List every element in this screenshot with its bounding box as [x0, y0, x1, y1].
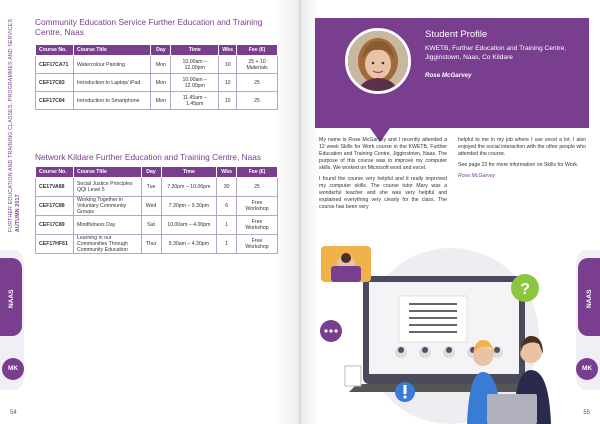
- course-no: CEF17HF61: [36, 235, 74, 254]
- section1-heading: Community Education Service Further Education and Training Centre, Naas: [35, 17, 263, 37]
- location-tab-label: NAAS: [8, 289, 15, 308]
- col-header: Day: [151, 45, 171, 56]
- course-weeks: 1: [217, 216, 237, 235]
- course-title: Watercolour Painting: [73, 56, 150, 74]
- profile-title: Student Profile: [425, 29, 488, 40]
- col-header: Wks: [219, 45, 237, 56]
- col-header: Fee (€): [237, 45, 278, 56]
- profile-name: Rose McGarvey: [425, 72, 472, 79]
- course-fee: 25 + 10 Materials: [237, 56, 278, 74]
- course-weeks: 10: [219, 74, 237, 92]
- course-title: Social Justice Principles QQI Level 5: [73, 178, 141, 197]
- course-time: 7.30pm – 10.00pm: [161, 178, 217, 197]
- course-day: Wed: [141, 197, 161, 216]
- side-title-line1: FURTHER EDUCATION AND TRAINING CLASSES, PROGRAMMES AND SERVICES: [8, 18, 14, 232]
- video-call-illustration: [301, 236, 600, 424]
- course-title: Introduction to Laptop/ iPad: [73, 74, 150, 92]
- signature: Rose McGarvey: [458, 173, 496, 179]
- right-page: [301, 0, 600, 424]
- testimonial-paragraph: See page 22 for more information on Skills for Work.: [458, 162, 579, 168]
- col-header: Course Title: [73, 45, 150, 56]
- location-tab[interactable]: [0, 258, 22, 336]
- portrait-photo: [348, 31, 408, 91]
- col-header: Fee (€): [237, 167, 278, 178]
- section2-heading: Network Kildare Further Education and Training Centre, Naas: [35, 152, 261, 162]
- course-table-2: [35, 166, 278, 254]
- course-fee: Free Workshop: [237, 235, 278, 254]
- course-day: Tue: [141, 178, 161, 197]
- mk-badge: MK: [2, 358, 24, 380]
- course-time: 7.30pm – 9.30pm: [161, 197, 217, 216]
- location-tab[interactable]: [578, 258, 600, 336]
- course-fee: 25: [237, 178, 278, 197]
- course-day: Mon: [151, 74, 171, 92]
- col-header: Course No.: [36, 45, 74, 56]
- table-row: [36, 197, 278, 216]
- page-number-left: 54: [10, 410, 17, 416]
- table-row: [36, 178, 278, 197]
- left-page: [0, 0, 299, 424]
- mk-badge: MK: [576, 358, 598, 380]
- table-row: [36, 235, 278, 254]
- student-profile-banner: [315, 18, 589, 128]
- table-row: [36, 216, 278, 235]
- course-table-1: [35, 44, 278, 110]
- course-weeks: 10: [219, 56, 237, 74]
- course-no: CEF17C88: [36, 197, 74, 216]
- course-fee: Free Workshop: [237, 197, 278, 216]
- course-no: CEF17C89: [36, 216, 74, 235]
- course-no: CEF17C84: [36, 92, 74, 110]
- course-fee: 25: [237, 74, 278, 92]
- course-time: 9.30am – 4.30pm: [161, 235, 217, 254]
- course-no: CE17VA88: [36, 178, 74, 197]
- testimonial-paragraph: I found the course very helpful and it really improved my computer skills. The course tutor Mary was a wonderful teacher and she was very helpful and explained everything very clearly for the class. The course has been very: [319, 176, 447, 210]
- side-title-line2: AUTUMN 2017: [15, 194, 21, 232]
- svg-text:?: ?: [520, 281, 530, 298]
- page-number-right: 55: [583, 410, 590, 416]
- profile-centre: KWETB, Further Education and Training Centre, Jigginstown, Naas, Co Kildare: [425, 45, 567, 61]
- course-weeks: 10: [219, 92, 237, 110]
- avatar: [345, 28, 411, 94]
- col-header: Day: [141, 167, 161, 178]
- course-fee: 25: [237, 92, 278, 110]
- course-title: Learning in our Communities Through Community Education: [73, 235, 141, 254]
- table-row: [36, 74, 278, 92]
- col-header: Time: [171, 45, 219, 56]
- course-time: 10.00am – 4.00pm: [161, 216, 217, 235]
- testimonial-paragraph: helpful to me in my job where I use excel a lot. I also enjoyed the social interaction with the other people who attended the course.: [458, 137, 586, 157]
- table-header-row: [36, 45, 278, 56]
- table-header-row: [36, 167, 278, 178]
- course-fee: Free Workshop: [237, 216, 278, 235]
- course-weeks: 1: [217, 235, 237, 254]
- testimonial-paragraph: My name is Rose McGarvey and I recently attended a 12 week Skills for Work course in the KWETB, Further Education and Training Centre, Jigginstown, Naas. The purpose of this course was to improve my computer skills. We worked on Microsoft word and excel.: [319, 137, 447, 171]
- course-day: Mon: [151, 92, 171, 110]
- course-title: Introduction to Smartphone: [73, 92, 150, 110]
- course-day: Sat: [141, 216, 161, 235]
- course-title: Mindfulness Day: [73, 216, 141, 235]
- col-header: Wks: [217, 167, 237, 178]
- course-time: 11.45am – 1.45pm: [171, 92, 219, 110]
- course-weeks: 30: [217, 178, 237, 197]
- course-title: Working Together in Voluntary Community Groups: [73, 197, 141, 216]
- course-no: CEF17CA71: [36, 56, 74, 74]
- table-row: [36, 92, 278, 110]
- table-row: [36, 56, 278, 74]
- course-weeks: 6: [217, 197, 237, 216]
- col-header: Time: [161, 167, 217, 178]
- testimonial-column-2: [458, 137, 586, 184]
- vertical-section-title: [6, 14, 26, 234]
- course-time: 10.00am – 12.00pm: [171, 74, 219, 92]
- testimonial-column-1: [319, 137, 447, 215]
- course-time: 10.00am – 12.00pm: [171, 56, 219, 74]
- col-header: Course No.: [36, 167, 74, 178]
- course-no: CEF17C83: [36, 74, 74, 92]
- course-day: Thur: [141, 235, 161, 254]
- location-tab-label: NAAS: [586, 289, 593, 308]
- col-header: Course Title: [73, 167, 141, 178]
- course-day: Mon: [151, 56, 171, 74]
